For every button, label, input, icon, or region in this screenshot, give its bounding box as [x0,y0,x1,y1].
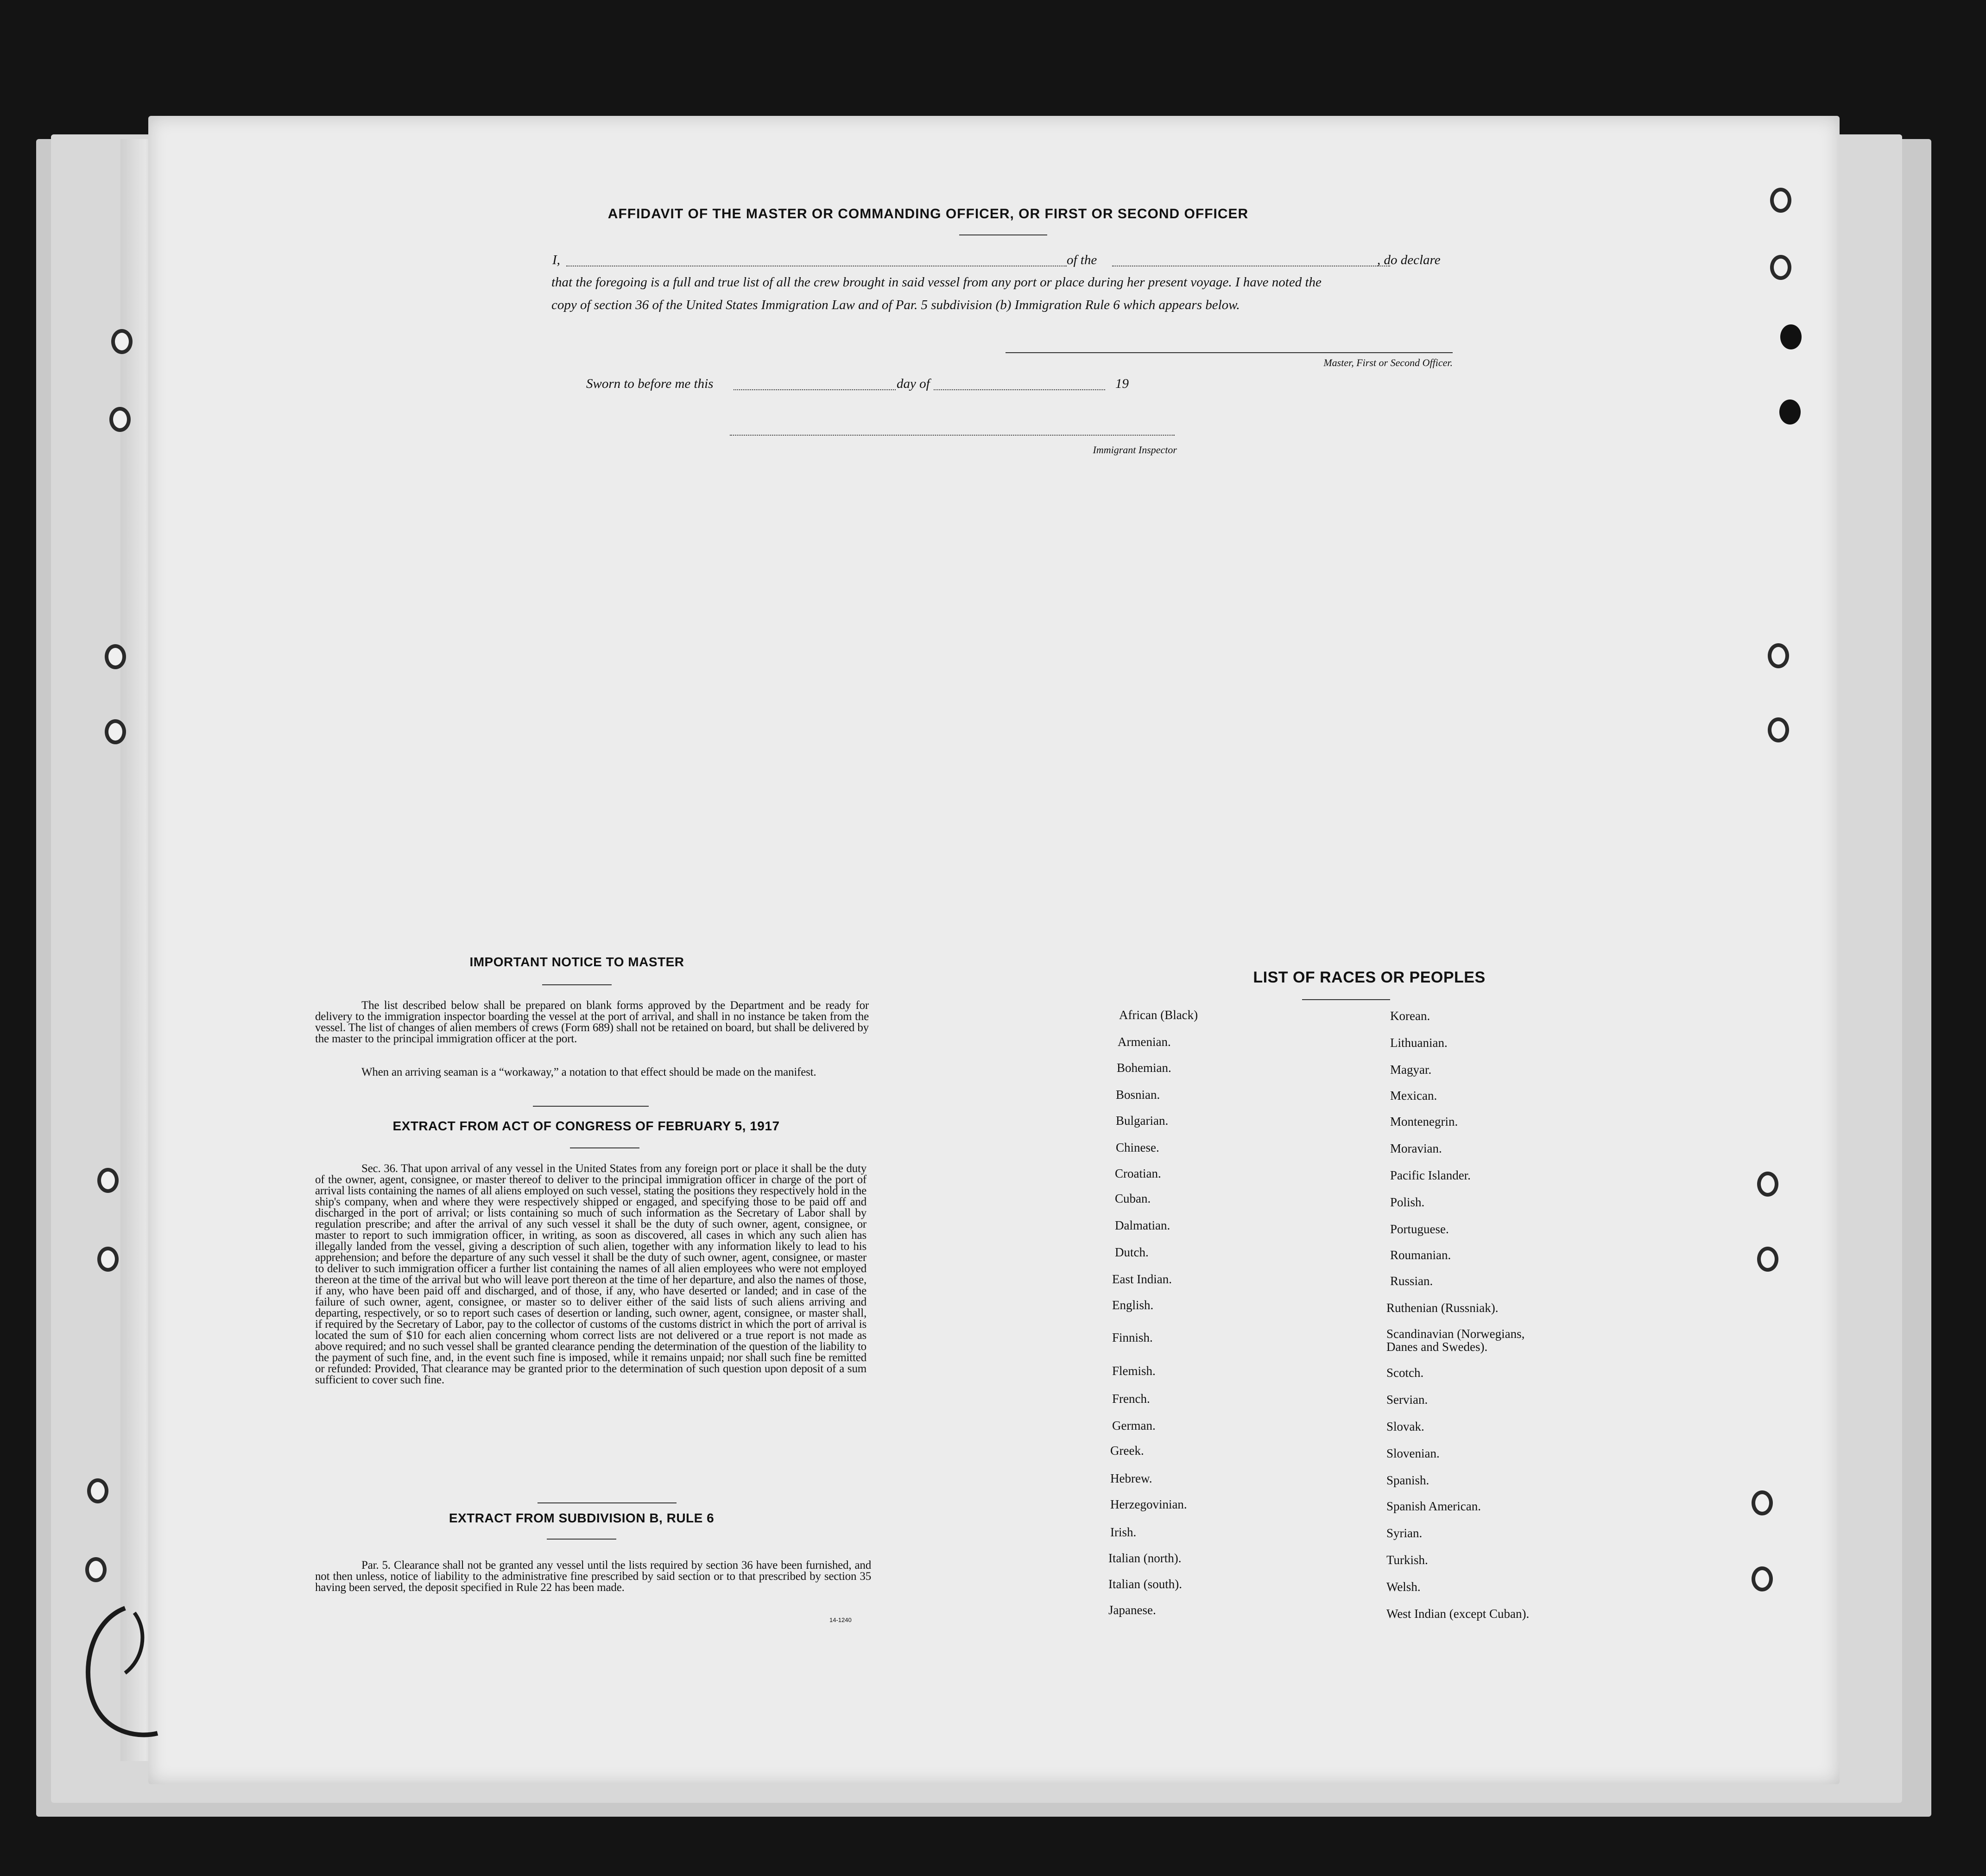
punch-hole-icon [105,644,126,669]
race-item: Hebrew. [1110,1471,1152,1485]
race-item: Servian. [1386,1393,1428,1407]
punch-hole-icon [1757,1172,1778,1197]
punch-hole-icon [1752,1566,1773,1591]
race-item: Syrian. [1386,1526,1423,1540]
punch-hole-icon [111,329,133,354]
punch-hole-icon [87,1478,108,1503]
inspector-label: Immigrant Inspector [1093,444,1177,456]
race-item: Herzegovinian. [1110,1497,1187,1511]
race-item: Flemish. [1112,1364,1156,1378]
day-blank [734,389,896,390]
extract-rule-text-block [315,1560,871,1593]
race-item: Italian (south). [1108,1577,1182,1591]
race-item: Spanish American. [1386,1499,1481,1513]
race-item: Roumanian. [1390,1248,1451,1262]
affidavit-do-declare: , do declare [1377,253,1441,267]
race-item: Ruthenian (Russniak). [1386,1301,1499,1315]
race-item: Korean. [1390,1009,1430,1023]
divider [959,234,1047,235]
race-item: African (Black) [1119,1008,1198,1022]
punch-hole-icon [109,407,131,432]
punch-hole-icon [1779,399,1801,425]
race-item: Mexican. [1390,1089,1437,1103]
punch-hole-icon [1768,643,1789,668]
divider [1302,999,1390,1000]
affidavit-of-the: of the [1067,253,1097,267]
notice-paragraph-2 [315,1067,869,1078]
race-item: Portuguese. [1390,1222,1449,1236]
signature-label: Master, First or Second Officer. [1323,357,1453,368]
divider [538,1502,677,1503]
notice-p2-text: When an arriving seaman is a “workaway,” a notation to that effect should be made on the manifest. [361,1066,816,1078]
race-item: German. [1112,1419,1156,1432]
race-item: Italian (north). [1108,1551,1182,1565]
race-item: Magyar. [1390,1063,1432,1077]
extract-act-title: EXTRACT FROM ACT OF CONGRESS OF FEBRUARY 5, 1917 [392,1119,780,1133]
race-item: English. [1112,1298,1154,1312]
race-item: East Indian. [1112,1272,1172,1286]
race-item: Lithuanian. [1390,1036,1448,1050]
extract-act-text: Sec. 36. That upon arrival of any vessel in the United States from any foreign port or place it shall be the duty of the owner, agent, consignee, or master thereof to deliver to the principal immigration officer in charge of the port of arrival lists containing the names of all aliens employed on such vessel, stating the positions they respectively hold in the ship's company, when and where they were respectively shipped or engaged, and specifying those to be paid off and discharged in the port of arrival; or lists containing so much of such information as the Secretary of Labor shall by regulation prescribe; and after the arrival of any such vessel it shall be the duty of such owner, agent, consignee, or master to report to such immigration officer, in writing, as soon as discovered, all cases in which any such alien has illegally landed from the vessel, giving a description of such alien, together with any information likely to lead to his apprehension; and before the departure of any such vessel it shall be the duty of such owner, agent, consignee, or master to deliver to such immigration officer a further list containing the names of all alien employees who were not employed thereon at the time of the arrival but who will leave port thereon at the time of her departure, and also the names of those, if any, who have been paid off and discharged, and of those, if any, who have deserted or landed; and in case of the failure of such owner, agent, consignee, or master so to deliver either of the said lists of such aliens arriving and departing, respectively, or so to report such cases of desertion or landing, such owner, agent, consignee, or master shall, if required by the Secretary of Labor, pay to the collector of customs of the customs district in which the port of arrival is located the sum of $10 for each alien concerning whom correct lists are not delivered or a true report is not made as above required; and no such vessel shall be granted clearance pending the determination of the question of the liability to the payment of such fine, and, in the event such fine is imposed, while it remains unpaid; nor shall such fine be remitted or refunded: Provided, That clearance may be granted prior to the determination of such question upon deposit of a sum sufficient to cover such fine. [315,1162,867,1386]
divider [547,1539,616,1540]
race-item: Polish. [1390,1195,1425,1209]
race-item: Croatian. [1115,1166,1161,1180]
race-item: Bulgarian. [1116,1114,1169,1128]
punch-hole-icon [1752,1490,1773,1515]
punch-hole-icon [1768,717,1789,742]
race-item: West Indian (except Cuban). [1386,1607,1530,1621]
races-title: LIST OF RACES OR PEOPLES [1253,969,1486,986]
race-item: Montenegrin. [1390,1115,1458,1128]
race-item: Spanish. [1386,1473,1429,1487]
form-code: 14-1240 [829,1616,852,1623]
year-text: 19 [1115,376,1129,391]
affidavit-i: I, [552,253,560,267]
race-item: Bosnian. [1116,1088,1160,1102]
divider [542,984,612,985]
handwritten-mark-icon [70,1603,162,1743]
notice-title: IMPORTANT NOTICE TO MASTER [469,955,684,969]
race-item: Pacific Islander. [1390,1168,1471,1182]
race-item: Dutch. [1115,1245,1149,1259]
race-item: Japanese. [1108,1603,1156,1617]
extract-rule-title: EXTRACT FROM SUBDIVISION B, RULE 6 [449,1511,715,1525]
punch-hole-icon [97,1247,119,1272]
punch-hole-icon [105,719,126,744]
race-item: Finnish. [1112,1331,1153,1344]
month-blank [934,389,1105,390]
signature-line [1006,352,1453,353]
affidavit-title: AFFIDAVIT OF THE MASTER OR COMMANDING OFFICER, OR FIRST OR SECOND OFFICER [607,206,1249,222]
race-item: Greek. [1110,1444,1144,1458]
extract-rule-text: Par. 5. Clearance shall not be granted any vessel until the lists required by section 36 have been furnished, and not then unless, notice of liability to the administrative fine prescribed by said section or to that prescribed by section 35 having been served, the deposit specified in Rule 22 has been made. [315,1559,871,1594]
inspector-signature-line [730,435,1175,436]
punch-hole-icon [85,1557,107,1582]
notice-p1-text: The list described below shall be prepared on blank forms approved by the Department and be ready for delivery to the immigration inspector boarding the vessel at the port of arrival, and shall in no instance be taken from the vessel. The list of changes of alien members of crews (Form 689) shall not be retained on board, but shall be delivered by the master to the principal immigration officer at the port. [315,999,869,1045]
race-item: Scandinavian (Norwegians, Danes and Swedes). [1386,1327,1525,1354]
race-item: Chinese. [1116,1141,1159,1154]
sworn-line [586,376,1142,395]
race-item: French. [1112,1392,1150,1406]
sworn-text: Sworn to before me this [586,376,714,391]
race-item: Russian. [1390,1274,1433,1288]
race-item: Armenian. [1118,1035,1171,1049]
race-item: Turkish. [1386,1553,1428,1567]
punch-hole-icon [1780,324,1802,349]
punch-hole-icon [97,1168,119,1193]
affidavit-line-1 [552,253,1461,271]
race-item: Slovak. [1386,1420,1424,1433]
affidavit-line-2: that the foregoing is a full and true list of all the crew brought in said vessel from any port or place during her present voyage. I have noted the [551,275,1322,290]
race-item: Cuban. [1115,1192,1151,1205]
document-page [148,116,1840,1784]
race-item: Slovenian. [1386,1446,1440,1460]
punch-hole-icon [1757,1247,1778,1272]
divider [570,1147,639,1148]
punch-hole-icon [1770,255,1791,280]
notice-paragraph-1 [315,1000,869,1045]
day-of-text: day of [897,376,930,391]
race-item: Moravian. [1390,1141,1442,1155]
race-item: Welsh. [1386,1580,1421,1594]
affidavit-line-3: copy of section 36 of the United States Immigration Law and of Par. 5 subdivision (b) Immigration Rule 6 which appears below. [551,298,1240,312]
race-item: Bohemian. [1117,1061,1171,1075]
race-item: Dalmatian. [1115,1218,1170,1232]
extract-act-text-block [315,1163,867,1386]
divider [533,1106,649,1107]
race-item: Irish. [1110,1525,1137,1539]
race-item: Scotch. [1386,1366,1424,1380]
